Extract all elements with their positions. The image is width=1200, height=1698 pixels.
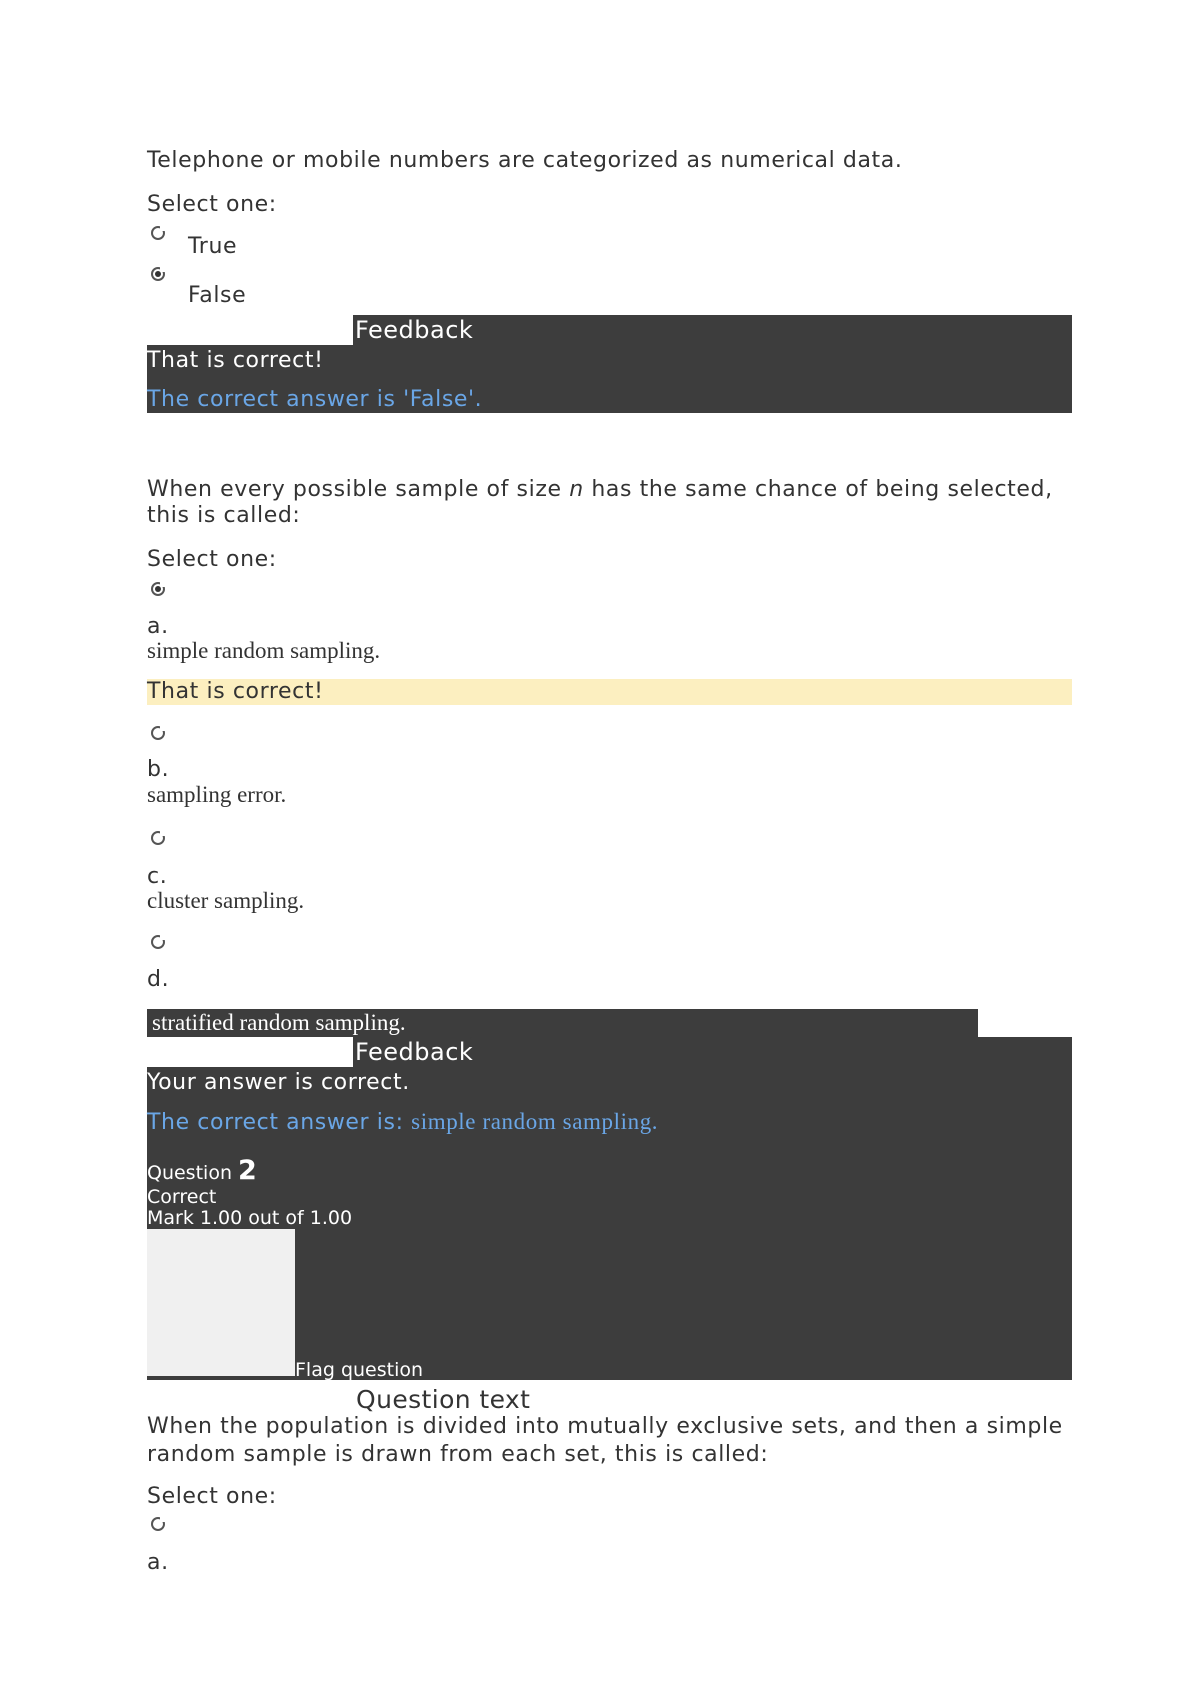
radio-option-a[interactable] [151,582,165,596]
select-one-label: Select one: [147,1484,277,1509]
question-mark: Mark 1.00 out of 1.00 [147,1207,353,1229]
option-b-letter: b. [147,757,170,782]
feedback-message: That is correct! [147,348,324,373]
option-false-label[interactable]: False [188,283,247,308]
select-one-label: Select one: [147,547,277,572]
feedback-and-info-panel [147,1067,1072,1380]
option-d-row[interactable] [147,1009,978,1037]
feedback-message: Your answer is correct. [147,1070,410,1095]
option-true-label[interactable]: True [188,234,238,259]
select-one-label: Select one: [147,192,277,217]
question-text-heading: Question text [356,1385,531,1414]
correct-answer-text: The correct answer is 'False'. [147,387,483,412]
feedback-title: Feedback [355,316,474,344]
option-a-letter: a. [147,1550,169,1575]
radio-true[interactable] [151,226,165,240]
question-3-text-line1: When the population is divided into mutually exclusive sets, and then a simple [147,1414,1063,1439]
question-2-text: When every possible sample of size n has the same chance of being selected, [147,477,1053,502]
option-d-letter: d. [147,967,170,992]
question-3-text-line2: random sample is drawn from each set, this is called: [147,1442,769,1467]
option-a-label[interactable]: simple random sampling. [147,638,381,663]
option-b-label[interactable]: sampling error. [147,782,287,807]
feedback-title: Feedback [355,1038,474,1066]
option-feedback-text: That is correct! [147,679,324,704]
feedback-panel [147,345,1072,413]
option-feedback-highlight [147,679,1072,705]
question-state: Correct [147,1186,217,1208]
radio-option-d[interactable] [151,935,165,949]
option-a-letter: a. [147,614,169,639]
flag-icon[interactable] [147,1229,295,1376]
radio-false[interactable] [151,267,165,281]
radio-option-c[interactable] [151,831,165,845]
option-d-label[interactable]: stratified random sampling. [152,1010,406,1035]
radio-option-a[interactable] [151,1517,165,1531]
option-c-label[interactable]: cluster sampling. [147,888,305,913]
question-2-text-line2: this is called: [147,503,301,528]
question-1-text: Telephone or mobile numbers are categorized as numerical data. [147,148,903,173]
correct-answer-text: The correct answer is: simple random sampling. [147,1109,659,1135]
flag-question-link[interactable]: Flag question [295,1359,424,1381]
radio-option-b[interactable] [151,726,165,740]
option-c-letter: c. [147,864,168,889]
question-number: Question 2 [147,1155,257,1186]
